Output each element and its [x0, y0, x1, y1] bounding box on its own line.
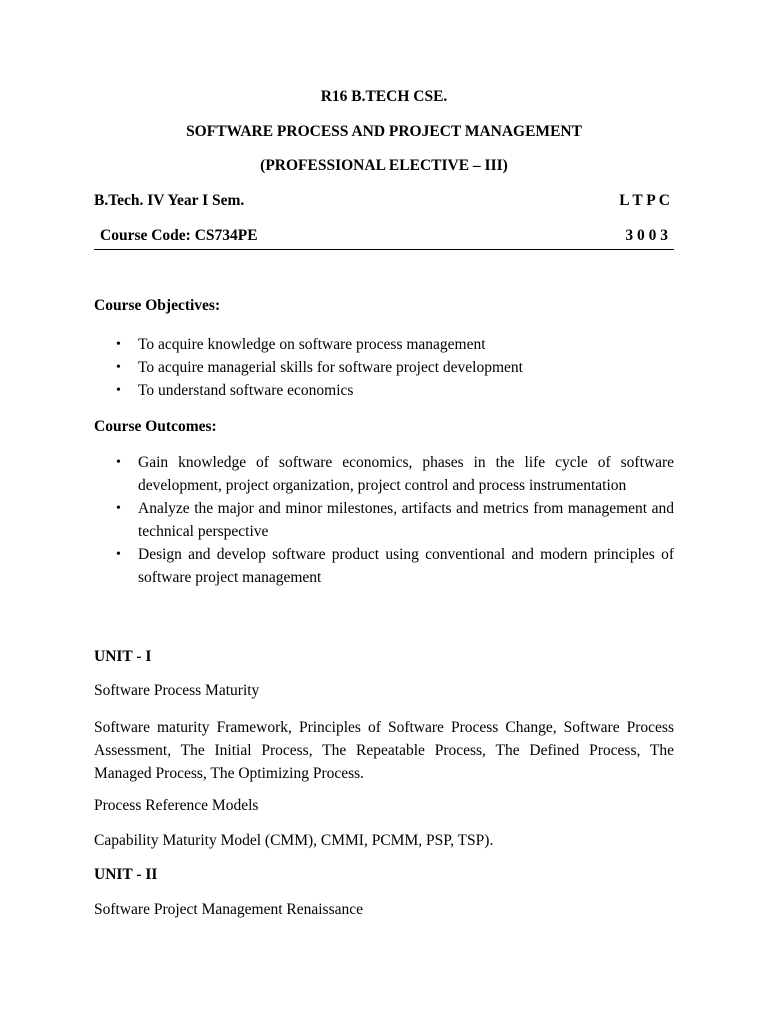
objectives-heading: Course Objectives:: [94, 297, 221, 314]
header-divider: [94, 249, 674, 250]
unit-1-topic-2: Process Reference Models: [94, 797, 259, 814]
objectives-list: [94, 333, 674, 402]
course-code: Course Code: CS734PE: [100, 227, 258, 244]
list-item: • To understand software economics: [94, 379, 674, 402]
bullet-icon: •: [116, 455, 121, 470]
bullet-icon: •: [116, 383, 121, 398]
list-item: • Gain knowledge of software economics, phases in the life cycle of software development, project organization, project control and process instrumentation: [94, 451, 674, 497]
semester-label: B.Tech. IV Year I Sem.: [94, 192, 245, 209]
course-title: SOFTWARE PROCESS AND PROJECT MANAGEMENT: [186, 123, 582, 140]
unit-1-body-1: Software maturity Framework, Principles of Software Process Change, Software Process Assessment, The Initial Process, The Repeatable Process, The Defined Process, The Managed Process, The Optimizing Process.: [94, 719, 674, 782]
unit-2-heading: UNIT - II: [94, 866, 158, 883]
elective-label: (PROFESSIONAL ELECTIVE – III): [260, 157, 508, 174]
ltpc-values: 3 0 0 3: [625, 227, 668, 244]
ltpc-label: L T P C: [619, 192, 670, 209]
course-code-row: [94, 227, 674, 245]
semester-row: [94, 192, 674, 210]
unit-2-topic-1: Software Project Management Renaissance: [94, 901, 364, 918]
outcomes-heading: Course Outcomes:: [94, 418, 217, 435]
unit-1-body-2: Capability Maturity Model (CMM), CMMI, PCMM, PSP, TSP).: [94, 832, 494, 849]
bullet-icon: •: [116, 337, 121, 352]
list-item: • Analyze the major and minor milestones, artifacts and metrics from management and technical perspective: [94, 497, 674, 543]
unit-1-topic-1: Software Process Maturity: [94, 682, 260, 699]
bullet-icon: •: [116, 547, 121, 562]
list-item: • To acquire knowledge on software process management: [94, 333, 674, 356]
list-item: • To acquire managerial skills for software project development: [94, 356, 674, 379]
bullet-icon: •: [116, 360, 121, 375]
unit-1-heading: UNIT - I: [94, 648, 152, 665]
outcomes-list: [94, 451, 674, 589]
header-regulation: R16 B.TECH CSE.: [320, 88, 448, 105]
bullet-icon: •: [116, 501, 121, 516]
list-item: • Design and develop software product using conventional and modern principles of software project management: [94, 543, 674, 589]
